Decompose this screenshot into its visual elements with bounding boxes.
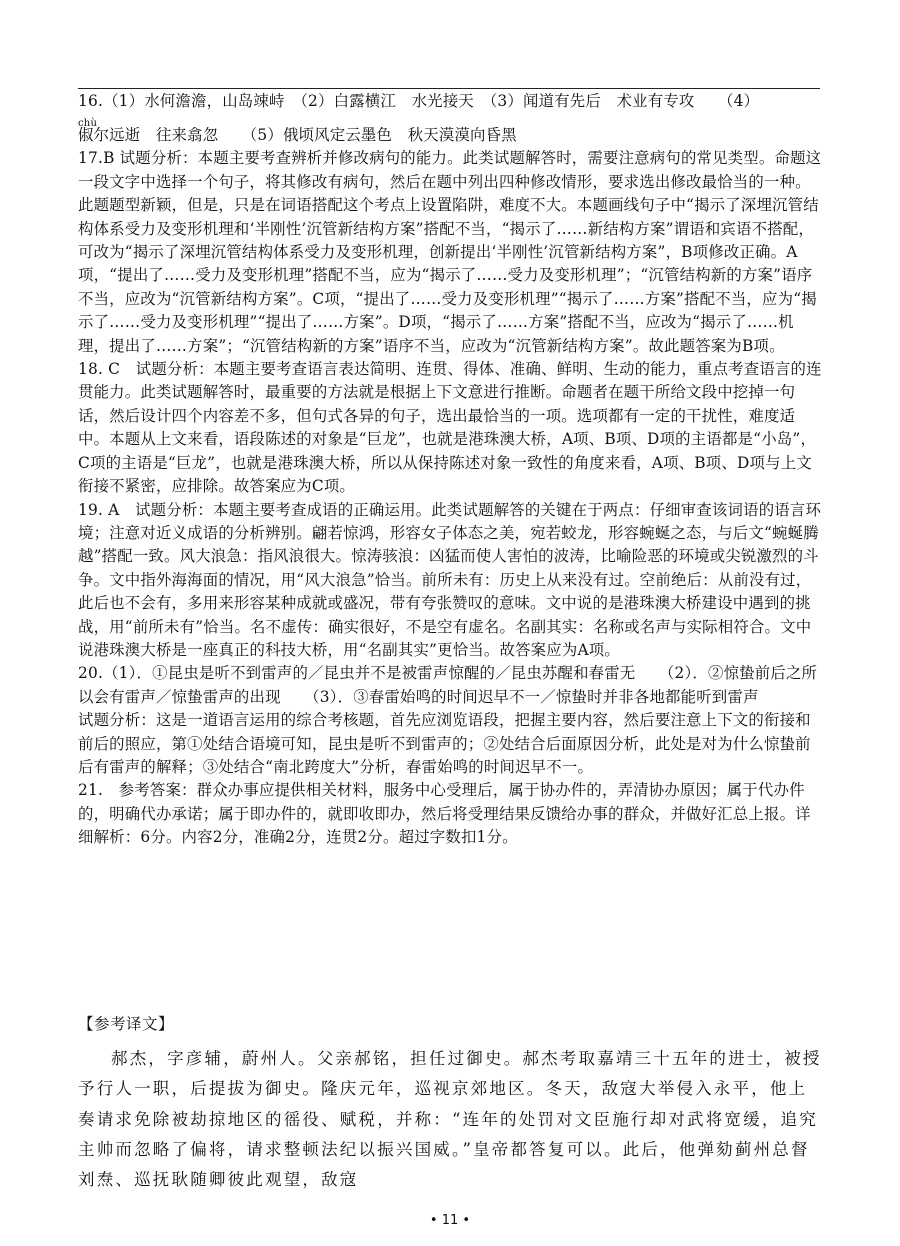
- page-number: • 11 •: [429, 1213, 471, 1228]
- translation-section: [78, 1044, 822, 1195]
- translation-heading: 【参考译文】: [78, 1015, 175, 1033]
- q16-answer-line2: 俶尔远逝 往来翕忽 （5）俄顷风定云墨色 秋天漠漠向昏黑: [78, 126, 517, 144]
- q18-answer: 18. C 试题分析：本题主要考查语言表达简明、连贯、得体、准确、鲜明、生动的能力，重点考查语言的连贯能力。此类试题解答时，最重要的方法就是根据上下文意进行推断。命题者在题干所给文段中挖掉一句话，然后设计四个内容差不多，但句式各异的句子，选出最恰当的一项。选项都有一定的干扰性，难度适中。本题从上文来看，语段陈述的对象是“巨龙”，也就是港珠澳大桥，A项、B项、D项的主语都是“小岛”，C项的主语是“巨龙”，也就是港珠澳大桥，所以从保持陈述对象一致性的角度来看，A项、B项、D项与上文衔接不紧密，应排除。故答案应为C项。: [78, 360, 822, 496]
- q16-pinyin-row: [78, 110, 822, 129]
- q20-analysis: 试题分析：这是一道语言运用的综合考核题，首先应浏览语段，把握主要内容，然后要注意上下文的衔接和前后的照应，第①处结合语境可知，昆虫是听不到雷声的；②处结合后面原因分析，此处是对为什么惊蛰前后有雷声的解释；③处结合“南北跨度大”分析，春雷始鸣的时间迟早不一。: [78, 711, 811, 776]
- header-rule: [78, 88, 820, 89]
- q21-answer: 21. 参考答案：群众办事应提供相关材料，服务中心受理后，属于协办件的，弄清协办原因；属于代办件的，明确代办承诺；属于即办件的，就即收即办，然后将受理结果反馈给办事的群众，并做好汇总上报。详细解析：6分。内容2分，准确2分，连贯2分。超过字数扣1分。: [78, 781, 811, 847]
- q16-answer-line1: 16.（1）水何澹澹，山岛竦峙 （2）白露横江 水光接天 （3）闻道有先后 术业有专攻 （4）: [78, 92, 760, 110]
- q20-answer: 20.（1）．①昆虫是听不到雷声的／昆虫并不是被雷声惊醒的／昆虫苏醒和春雷无 （2）．②惊蛰前后之所以会有雷声／惊蛰雷声的出现 （3）．③春雷始鸣的时间迟早不一／惊蛰时并非各地都能听到雷声: [78, 664, 818, 706]
- q16-first-line: [78, 90, 822, 110]
- q17-answer: 17.B 试题分析：本题主要考查辨析并修改病句的能力。此类试题解答时，需要注意病句的常见类型。命题这一段文字中选择一个句子，将其修改有病句，然后在题中列出四种修改情形，要求选出修改最恰当的一种。此题题型新颖，但是，只是在词语搭配这个考点上设置陷阱，难度不大。本题画线句子中“揭示了深埋沉管结构体系受力及变形机理和‘半刚性’沉管新结构方案”搭配不当，“揭示了……新结构方案”谓语和宾语不搭配，可改为“揭示了深埋沉管结构体系受力及变形机理，创新提出‘半刚性’沉管新结构方案”，B项修改正确。A项，“提出了……受力及变形机理”搭配不当，应为“揭示了……受力及变形机理”；“沉管结构新的方案”语序不当，应改为“沉管新结构方案”。C项，“提出了……受力及变形机理”“揭示了……方案”搭配不当，应为“揭示了……受力及变形机理”“提出了……方案”。D项，“揭示了……方案”搭配不当，应改为“揭示了……机理，提出了……方案”；“沉管结构新的方案”语序不当，应改为“沉管新结构方案”。故此题答案为B项。: [78, 149, 822, 355]
- q16-pinyin-annotation: chù: [78, 118, 98, 129]
- translation-paragraph: 郝杰，字彦辅，蔚州人。父亲郝铭，担任过御史。郝杰考取嘉靖三十五年的进士，被授予行人一职，后提拔为御史。隆庆元年，巡视京郊地区。冬天，敌寇大举侵入永平，他上奏请求免除被劫掠地区的徭役、赋税，并称：“连年的处罚对文臣施行却对武将宽缓，追究主帅而忽略了偏将，请求整顿法纪以振兴国威。”皇帝都答复可以。此后，他弹劾蓟州总督刘焘、巡抚耿随卿彼此观望，敌寇: [78, 1049, 822, 1190]
- q19-answer: 19. A 试题分析：本题主要考查成语的正确运用。此类试题解答的关键在于两点：仔细审查该词语的语言环境；注意对近义成语的分析辨别。翩若惊鸿，形容女子体态之美，宛若蛟龙，形容蜿蜒之态，与后文“蜿蜒腾越”搭配一致。风大浪急：指风浪很大。惊涛骇浪：凶猛而使人害怕的波涛，比喻险恶的环境或尖锐激烈的斗争。文中指外海海面的情况，用“风大浪急”恰当。前所未有：历史上从来没有过。空前绝后：从前没有过，此后也不会有，多用来形容某种成就或盛况，带有夸张赞叹的意味。文中说的是港珠澳大桥建设中遇到的挑战，用“前所未有”恰当。名不虚传：确实很好，不是空有虚名。名副其实：名称或名声与实际相符合。文中说港珠澳大桥是一座真正的科技大桥，用“名副其实”更恰当。故答案应为A项。: [78, 500, 822, 659]
- answer-section: [78, 90, 822, 850]
